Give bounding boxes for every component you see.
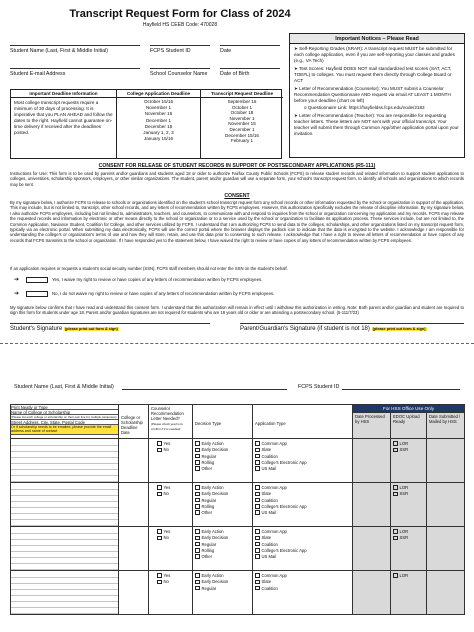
waive-yes-option[interactable] (14, 276, 262, 283)
submitted-column-header: Date Submitted / Mailed by HSS (427, 413, 465, 439)
transcript-deadline-column (201, 90, 283, 158)
notice-item: ➤ Letter of Recommendation (Counselor): You MUST submit a Counselor Recommendation Questionnaire AND request via email AT LEAST 1 MONTH before your deadline (chart on left) (294, 85, 451, 103)
decision-checkbox[interactable] (195, 466, 200, 471)
school-campus-note: (Please list each college or scholarship on their own line for multiple campuses) (11, 415, 117, 419)
student-name-label: Student Name (Last, First & Middle Initial) (10, 48, 109, 54)
decision-checkbox[interactable] (195, 548, 200, 553)
apptype-checkbox[interactable] (255, 485, 260, 490)
ssn-note: If an application requires or requests a student's social security number (SSN), FCPS staff members should not enter the SSN on the student's behalf. (10, 266, 288, 271)
decision-checkbox[interactable] (195, 536, 200, 541)
apptype-checkbox[interactable] (255, 498, 260, 503)
counselor-label: School Counselor Name (150, 71, 208, 77)
hss-office-header: For HSS Office Use Only (353, 405, 465, 413)
decision-column-header: Decision Type (193, 405, 253, 439)
dob-label: Date of Birth (220, 71, 250, 77)
edoc-cell: LOR SSR (391, 439, 427, 483)
notice-link[interactable]: o Questionnaire Link: https://hayfieldss.fcps.edu/node/2183 (304, 105, 425, 111)
arrow-right-icon: ➔ (14, 277, 20, 283)
decision-checkbox[interactable] (195, 586, 200, 591)
recommendation-column-header: Counselor Recommendation Letter Needed? (Please check yes/no to confirm if it is needed) (149, 405, 193, 439)
apptype-cell: Common App Slate Coalition College's Electronic App US Mail (253, 439, 353, 483)
consent-instructions: Instructions for Use: This form is to be used by parents and/or guardians and students aged 18 or older to authorize Fairfax County Public Schools (FCPS) to release student records and related information to support student applications to colleges, universities, scholarship sponsors, employers, or other similar organizations. The student, parent and/or guardian will use a separate form, your school's transcript request form, to identify all schools and organizations to which records may be sent. (10, 171, 464, 187)
ssr-checkbox[interactable] (393, 492, 398, 497)
student-signature-label: Student's Signature (please print out form & sign) (10, 326, 118, 332)
recommendation-cell: Yes No (149, 527, 193, 571)
parent-signature-line[interactable] (240, 323, 464, 324)
lor-checkbox[interactable] (393, 485, 398, 490)
apptype-column-header: Application Type (253, 405, 353, 439)
lor-checkbox[interactable] (393, 529, 398, 534)
college-date: October 15/16 (143, 99, 174, 104)
decision-checkbox[interactable] (195, 454, 200, 459)
decision-checkbox[interactable] (195, 580, 200, 585)
submitted-cell (427, 483, 465, 527)
decision-checkbox[interactable] (195, 510, 200, 515)
notice-item: ➤ Test Scores: Hayfield DOES NOT mail standardized test scores (SAT, ACT, TOEFL) to colleges. You must request them directly through College Board or ACT (294, 65, 452, 83)
rec-no-checkbox[interactable] (157, 448, 162, 453)
edoc-cell: LOR SSR (391, 483, 427, 527)
decision-checkbox[interactable] (195, 485, 200, 490)
notice-item: ➤ Letter of Recommendation (Teacher): You are responsible for requesting teacher letters. These letters are NOT sent with your official transcript. Your teacher will submit them through Common App/other application portal upon your invitation. (294, 112, 459, 137)
apptype-checkbox[interactable] (255, 466, 260, 471)
transcript-date: November 1 (229, 115, 255, 121)
consent-paragraph: By my signature below, I authorize FCPS to release to schools or organizations identified on the student's school transcript request form any school records or other information requested by the school or organization in support of the application. This may include, but is not limited to, transcript, other school records, and any letters of recommendation written by FCPS employees. However, this authorization specifically excludes the release of discipline information. By my signature below, I also authorize FCPS employees, including but not limited to, administrators, teachers, and counselors, to communicate with and respond to inquiries from the school or organization concerning my application and my records. FCPS may release the requested records and information by electronic or other means directly to the school or organization or to a service used by the school or organization to facilitate its application process. These services include, but are not limited to, the Common Application, Naviance Student, Coalition for College, and other services utilized by FCPS. I understand that I am authorizing FCPS to send data to the colleges, scholarships, and other organizations listed on my transcript request form, typically via an electronic portal. When submitting my data electronically, FCPS will use the correct portal where the browser displays the padlock icon to indicate that the data is encrypted to the website. I acknowledge I am responsible for understanding the college's or organization's terms of use and how they will store, retain, and use this data prior to consenting to such release. I acknowledge that I have a right to review all letters of recommendation or have copies of any records that FCPS transmits to the school or organization. If I have responded yes to the statement below, I have waived the right to review or have copies of any letters of recommendation written by FCPS employees. (10, 200, 464, 243)
college-deadline-title: College Application Deadline (117, 90, 200, 98)
submitted-cell (427, 527, 465, 571)
decision-cell: Early Action Early Decision Regular Rolling Other (193, 483, 253, 527)
apptype-checkbox[interactable] (255, 448, 260, 453)
processed-cell (353, 483, 391, 527)
table-row (11, 571, 465, 615)
consent-title: CONSENT (224, 193, 250, 199)
lor-checkbox[interactable] (393, 573, 398, 578)
apptype-checkbox[interactable] (255, 454, 260, 459)
deadline-entry-cell[interactable] (119, 483, 149, 527)
school-entry-cell[interactable] (11, 483, 119, 527)
page-divider (0, 343, 474, 344)
notices-title: Important Notices – Please Read (290, 34, 464, 44)
second-fcps-id-label: FCPS Student ID (298, 384, 340, 390)
apptype-checkbox[interactable] (255, 542, 260, 547)
decision-cell: Early Action Early Decision Regular Rolling Other (193, 439, 253, 483)
transcript-date: December 15/16 (225, 132, 259, 138)
dob-line[interactable] (220, 68, 280, 69)
signature-note: My signature below confirms that I have read and understand this consent form. I understand that this authorization will remain in effect until I withdraw this authorization in writing. Note: Both parent and/or guardian and student are required to sign this form for students under age 18. Parent and/or guardian signatures are not required for students who are 18 years old or older or are attending a postsecondary school. (5-111/7/23) (10, 305, 464, 316)
table-row (11, 483, 465, 527)
rec-yes-checkbox[interactable] (157, 529, 162, 534)
apptype-checkbox[interactable] (255, 536, 260, 541)
decision-checkbox[interactable] (195, 554, 200, 559)
apptype-checkbox[interactable] (255, 573, 260, 578)
notice-item: ➤ Self-Reporting Grades (SRAR): A transcript request MUST be submitted for each college application, even if you are self-reporting your classes and grades (e.g., VA Tech) (294, 46, 455, 64)
decision-checkbox[interactable] (195, 441, 200, 446)
apptype-checkbox[interactable] (255, 510, 260, 515)
recommendation-cell: Yes No (149, 483, 193, 527)
deadline-entry-cell[interactable] (119, 527, 149, 571)
transcript-date: September 15 (227, 99, 257, 104)
rec-no-checkbox[interactable] (157, 580, 162, 585)
deadline-info-text: Most college transcript requests require a minimum of 30 days of processing. It is imperative that you PLAN AHEAD and follow the dates to the right. Hayfield cannot guarantee on-time delivery if received after the deadlines posted. (14, 100, 113, 135)
apptype-checkbox[interactable] (255, 460, 260, 465)
parent-signature-label: Parent/Guardian's Signature (if student is not 18) (please print out form & sign) (240, 326, 426, 332)
ssr-checkbox[interactable] (393, 448, 398, 453)
decision-checkbox[interactable] (195, 460, 200, 465)
processed-column-header: Date Processed by HSS (353, 413, 391, 439)
second-fcps-id-line[interactable] (342, 389, 460, 390)
college-request-table (10, 404, 465, 615)
consent-heading: CONSENT FOR RELEASE OF STUDENT RECORDS IN SUPPORT OF POSTSECONDARY APPLICATIONS (R5-111) (98, 163, 376, 169)
recommendation-cell: Yes No (149, 571, 193, 615)
edoc-cell: LOR SSR (391, 527, 427, 571)
decision-cell: Early Action Early Decision Regular Rolling Other (193, 527, 253, 571)
apptype-checkbox[interactable] (255, 504, 260, 509)
submitted-cell (427, 439, 465, 483)
college-date: December 15 (144, 123, 173, 129)
school-address-label: Street Address, City, State, Postal Code (11, 420, 118, 425)
waive-yes-label: Yes, I waive my right to review or have copies of any letters of recommendation written by FCPS employees. (52, 277, 263, 282)
apptype-cell: Common App Slate Coalition College's Electronic App US Mail (253, 527, 353, 571)
decision-cell: Early Action Early Decision Regular (193, 571, 253, 615)
rec-yes-checkbox[interactable] (157, 573, 162, 578)
rec-yes-checkbox[interactable] (157, 441, 162, 446)
table-row (11, 527, 465, 571)
apptype-checkbox[interactable] (255, 529, 260, 534)
apptype-cell: Common App Slate Coalition (253, 571, 353, 615)
processed-cell (353, 571, 391, 615)
date-label: Date (220, 48, 232, 54)
deadline-entry-cell[interactable] (119, 571, 149, 615)
college-date: December 1 (145, 117, 172, 123)
form-title: Transcript Request Form for Class of 2024 (69, 8, 291, 20)
ssr-checkbox[interactable] (393, 536, 398, 541)
deadline-entry-cell[interactable] (119, 439, 149, 483)
apptype-checkbox[interactable] (255, 554, 260, 559)
edoc-cell: LOR (391, 571, 427, 615)
decision-checkbox[interactable] (195, 573, 200, 578)
school-entry-cell[interactable] (11, 527, 119, 571)
deadline-column-header: College or Scholarship Deadline Date (119, 405, 149, 439)
apptype-checkbox[interactable] (255, 548, 260, 553)
waive-no-label: No, I do not waive my right to review or have copies of any letters of recommendation written by FCPS employees. (52, 291, 275, 296)
form-subtitle: Hayfield HS CEEB Code: 470028 (142, 22, 218, 28)
submitted-cell (427, 571, 465, 615)
college-date: November 1 (145, 105, 172, 111)
apptype-checkbox[interactable] (255, 586, 260, 591)
school-entry-cell[interactable] (11, 439, 119, 483)
waive-no-checkbox[interactable] (26, 291, 48, 297)
second-student-name-line[interactable] (122, 389, 287, 390)
decision-checkbox[interactable] (195, 504, 200, 509)
lor-checkbox[interactable] (393, 441, 398, 446)
waive-yes-checkbox[interactable] (26, 277, 48, 283)
fcps-id-label: FCPS Student ID (150, 48, 191, 54)
school-name-label: Name of College or Scholarship (11, 410, 118, 415)
decision-checkbox[interactable] (195, 448, 200, 453)
transcript-date: February 1 (230, 138, 254, 144)
college-date: November 15 (144, 111, 173, 117)
rec-yes-checkbox[interactable] (157, 485, 162, 490)
email-label: Student E-mail Address (10, 71, 66, 77)
transcript-date: October 18 (230, 110, 254, 116)
print-neatly-label: Print Neatly or Type (11, 405, 118, 410)
important-notices-box (289, 33, 465, 158)
student-signature-line[interactable] (10, 323, 210, 324)
second-student-name-label: Student Name (Last, First & Middle Initial) (14, 384, 114, 390)
apptype-checkbox[interactable] (255, 580, 260, 585)
transcript-deadline-title: Transcript Request Deadline (201, 90, 283, 98)
school-entry-cell[interactable] (11, 571, 119, 615)
decision-checkbox[interactable] (195, 498, 200, 503)
apptype-checkbox[interactable] (255, 492, 260, 497)
arrow-right-icon: ➔ (14, 291, 20, 297)
decision-checkbox[interactable] (195, 492, 200, 497)
fcps-id-line[interactable] (150, 45, 210, 46)
apptype-checkbox[interactable] (255, 441, 260, 446)
deadline-table (10, 89, 282, 159)
school-email-note: Or if scholarship needs to be emailed, please provide the email address and name of contact (11, 425, 118, 435)
processed-cell (353, 439, 391, 483)
recommendation-cell: Yes No (149, 439, 193, 483)
rec-no-checkbox[interactable] (157, 536, 162, 541)
transcript-date: December 1 (229, 126, 255, 132)
student-name-line[interactable] (10, 45, 140, 46)
transcript-date: October 1 (231, 104, 253, 110)
waive-no-option[interactable] (14, 290, 274, 297)
deadline-info-title: Important Deadline Information (11, 90, 116, 98)
college-date: January 15/16 (143, 136, 174, 142)
processed-cell (353, 527, 391, 571)
college-date: January 1, 2, 3 (143, 130, 174, 136)
college-deadline-column (117, 90, 201, 158)
decision-checkbox[interactable] (195, 529, 200, 534)
table-row (11, 439, 465, 483)
email-line[interactable] (10, 68, 140, 69)
transcript-date: November 15 (228, 121, 256, 127)
counselor-line[interactable] (150, 68, 210, 69)
date-line[interactable] (220, 45, 280, 46)
rec-no-checkbox[interactable] (157, 492, 162, 497)
apptype-cell: Common App Slate Coalition College's Electronic App US Mail (253, 483, 353, 527)
school-column-header (11, 405, 119, 439)
deadline-info-column (11, 90, 117, 158)
decision-checkbox[interactable] (195, 542, 200, 547)
edoc-column-header: EDOC Upload Ready (391, 413, 427, 439)
